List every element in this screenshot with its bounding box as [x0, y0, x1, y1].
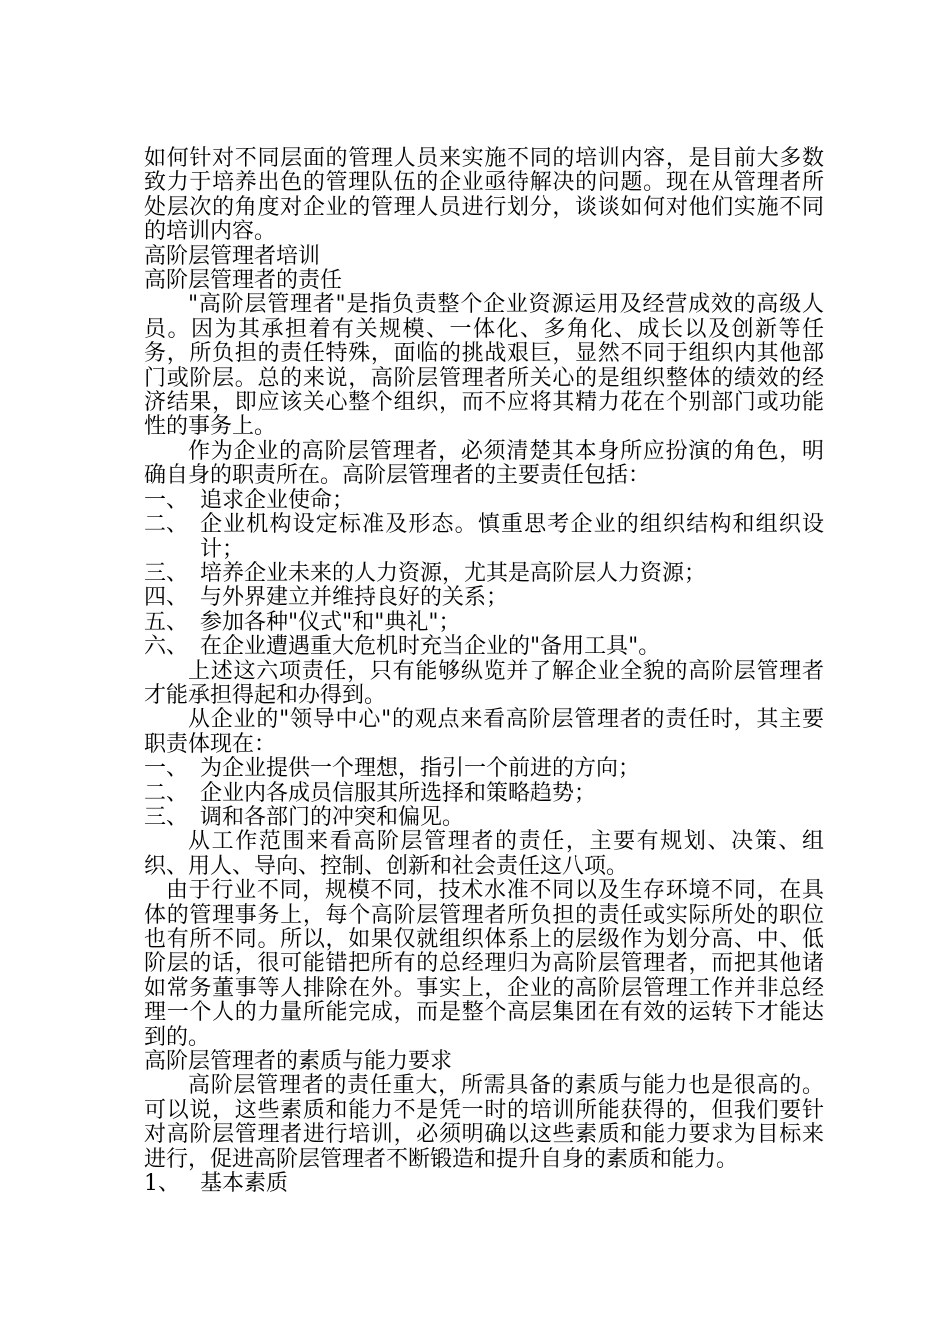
list-marker: 一、	[144, 487, 189, 513]
list-item	[144, 806, 824, 830]
list-text: 培养企业未来的人力资源，尤其是高阶层人力资源；	[200, 560, 707, 586]
list-item	[144, 757, 824, 781]
list-text: 追求企业使命；	[200, 487, 355, 513]
list-marker: 一、	[144, 756, 189, 782]
leadership-paragraph: 从企业的"领导中心"的观点来看高阶层管理者的责任时，其主要职责体现在：	[144, 707, 824, 757]
list-text: 为企业提供一个理想，指引一个前进的方向；	[200, 756, 641, 782]
list-text: 企业机构设定标准及形态。慎重思考企业的组织结构和组织设计；	[200, 512, 824, 562]
list-marker: 六、	[144, 634, 189, 660]
definition-paragraph: "高阶层管理者"是指负责整个企业资源运用及经营成效的高级人员。因为其承担着有关规模、一体化、多角化、成长以及创新等任务，所负担的责任特殊，面临的挑战艰巨，显然不同于组织内其他部门或阶层。总的来说，高阶层管理者所关心的是组织整体的绩效的经济结果，即应该关心整个组织，而不应将其精力花在个别部门或功能性的事务上。	[144, 292, 824, 440]
list-marker: 二、	[144, 780, 189, 806]
list-item	[144, 562, 824, 586]
list-marker: 三、	[144, 560, 189, 586]
list-item	[144, 635, 824, 659]
quality-paragraph: 高阶层管理者的责任重大，所需具备的素质与能力也是很高的。可以说，这些素质和能力不是凭一时的培训所能获得的，但我们要针对高阶层管理者进行培训，必须明确以这些素质和能力要求为目标来进行，促进高阶层管理者不断锻造和提升自身的素质和能力。	[144, 1073, 824, 1172]
list-item	[144, 782, 824, 806]
list-text: 基本素质	[200, 1171, 289, 1197]
list-item	[144, 489, 824, 513]
list-marker: 1、	[144, 1171, 180, 1197]
responsibility-list	[144, 489, 824, 660]
intro-paragraph: 如何针对不同层面的管理人员来实施不同的培训内容，是目前大多数致力于培养出色的管理队伍的企业亟待解决的问题。现在从管理者所处层次的角度对企业的管理人员进行划分，谈谈如何对他们实施不同的培训内容。	[144, 146, 824, 245]
list-text: 参加各种"仪式"和"典礼"；	[200, 609, 461, 635]
list-text: 调和各部门的冲突和偏见。	[200, 804, 465, 830]
subsection-responsibility-title: 高阶层管理者的责任	[144, 268, 343, 294]
role-paragraph: 作为企业的高阶层管理者，必须清楚其本身所应扮演的角色，明确自身的职责所在。高阶层管理者的主要责任包括：	[144, 438, 824, 489]
list-marker: 三、	[144, 804, 189, 830]
list-marker: 五、	[144, 609, 189, 635]
list-text: 与外界建立并维持良好的关系；	[200, 585, 509, 611]
list-item	[144, 586, 824, 610]
list-marker: 四、	[144, 585, 189, 611]
scope-paragraph: 从工作范围来看高阶层管理者的责任，主要有规划、决策、组织、用人、导向、控制、创新和社会责任这八项。	[144, 829, 824, 879]
leadership-duty-list	[144, 757, 824, 830]
list-item	[144, 513, 824, 562]
list-item	[144, 611, 824, 635]
six-responsibilities-paragraph: 上述这六项责任，只有能够纵览并了解企业全貌的高阶层管理者才能承担得起和办得到。	[144, 658, 824, 708]
subsection-quality-title: 高阶层管理者的素质与能力要求	[144, 1049, 453, 1075]
list-marker: 二、	[144, 512, 189, 538]
section-title: 高阶层管理者培训	[144, 243, 321, 269]
numbered-item	[144, 1172, 824, 1196]
industry-paragraph: 由于行业不同，规模不同，技术水准不同以及生存环境不同，在具体的管理事务上，每个高阶层管理者所负担的责任或实际所处的职位也有所不同。所以，如果仅就组织体系上的层级作为划分高、中、低阶层的话，很可能错把所有的总经理归为高阶层管理者，而把其他诸如常务董事等人排除在外。事实上，企业的高阶层管理工作并非总经理一个人的力量所能完成，而是整个高层集团在有效的运转下才能达到的。	[144, 878, 824, 1050]
list-text: 企业内各成员信服其所选择和策略趋势；	[200, 780, 597, 806]
document-page	[144, 147, 824, 1196]
list-text: 在企业遭遇重大危机时充当企业的"备用工具"。	[200, 634, 661, 660]
